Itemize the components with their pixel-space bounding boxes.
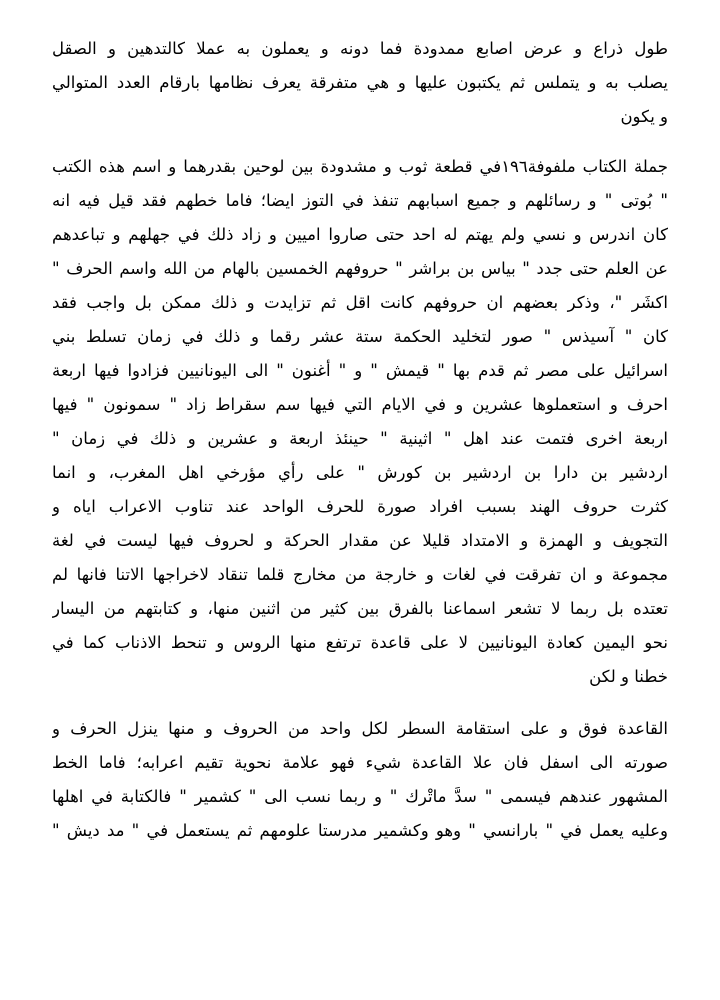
text-line: كثرت حروف الهند بسبب افراد صورة للحرف الواحد عند تناوب الاعراب اياه و (52, 497, 668, 516)
text-line: و يكون (620, 107, 668, 126)
text-line: المشهور عندهم فيسمى " سدَّ ماتْرك " و ربما نسب الى " كشمير " فالكتابة في اهلها (52, 787, 668, 806)
text-line: عن العلم حتى جدد " بياس بن براشر " حروفهم الخمسين بالهام من الله واسم الحرف " (52, 259, 668, 278)
text-line: اردشير بن دارا بن اردشير بن كورش " على رأي مؤرخي اهل المغرب، و انما (52, 463, 668, 482)
paragraph-1 (52, 32, 668, 134)
text-line: طول ذراع و عرض اصابع ممدودة فما دونه و يعملون به عملا كالتدهين و الصقل (52, 39, 668, 58)
text-line: كان اندرس و نسي ولم يهتم له احد حتى صاروا اميين و زاد ذلك في جهلهم و تباعدهم (52, 225, 668, 244)
text-line: يصلب به و يتملس ثم يكتبون عليها و هي متفرقة يعرف نظامها بارقام العدد المتوالي (52, 73, 668, 92)
text-line: صورته الى اسفل فان علا القاعدة شيء فهو علامة نحوية تقيم اعرابه؛ فاما الخط (52, 753, 668, 772)
text-line: جملة الكتاب ملفوفة١٩٦في قطعة ثوب و مشدودة بين لوحين بقدرهما و اسم هذه الكتب (52, 157, 668, 176)
text-line: التجويف و الهمزة و الامتداد قليلا عن مقدار الحركة و لحروف فيها ليست في لغة (52, 531, 668, 550)
text-line: القاعدة فوق و على استقامة السطر لكل واحد من الحروف و منها ينزل الحرف و (52, 719, 668, 738)
text-line: نحو اليمين كعادة اليونانيين لا على قاعدة ترتفع منها الروس و تنحط الاذناب كما في (52, 633, 668, 652)
paragraph-3 (52, 712, 668, 848)
text-line: تعتده بل ربما لا تشعر اسماعنا بالفرق بين كثير من اثنين منها، و كتابتهم من اليسار (52, 599, 668, 618)
text-line: وعليه يعمل في " بارانسي " وهو وكشمير مدرستا علومهم ثم يستعمل في " مد ديش " (52, 821, 668, 840)
text-line: احرف و استعملوها عشرين و في الايام التي فيها سم سقراط زاد " سمونون " فيها (52, 395, 668, 414)
text-line: مجموعة و ان تفرقت في لغات و خارجة من مخارج قلما تنقاد لاخراجها الاتنا فانها لم (52, 565, 668, 584)
text-line: اسرائيل على مصر ثم قدم بها " قيمش " و " أغنون " الى اليونانيين فزادوا فيها اربعة (52, 361, 668, 380)
paragraph-2 (52, 150, 668, 694)
text-line: " بُوتى " و رسائلهم و جميع اسبابهم تنفذ في التوز ايضا؛ فاما خطهم فقد قيل فيه انه (52, 191, 668, 210)
text-line: خطنا و لكن (589, 667, 668, 686)
text-line: اكشَر "، وذكر بعضهم ان حروفهم كانت اقل ثم تزايدت و ذلك ممكن بل واجب فقد (52, 293, 668, 312)
text-line: اربعة اخرى فتمت عند اهل " اثينية " حينئذ اربعة و عشرين و ذلك في زمان " (52, 429, 668, 448)
text-line: كان " آسيذس " صور لتخليد الحكمة ستة عشر رقما و ذلك في زمان تسلط بني (52, 327, 668, 346)
